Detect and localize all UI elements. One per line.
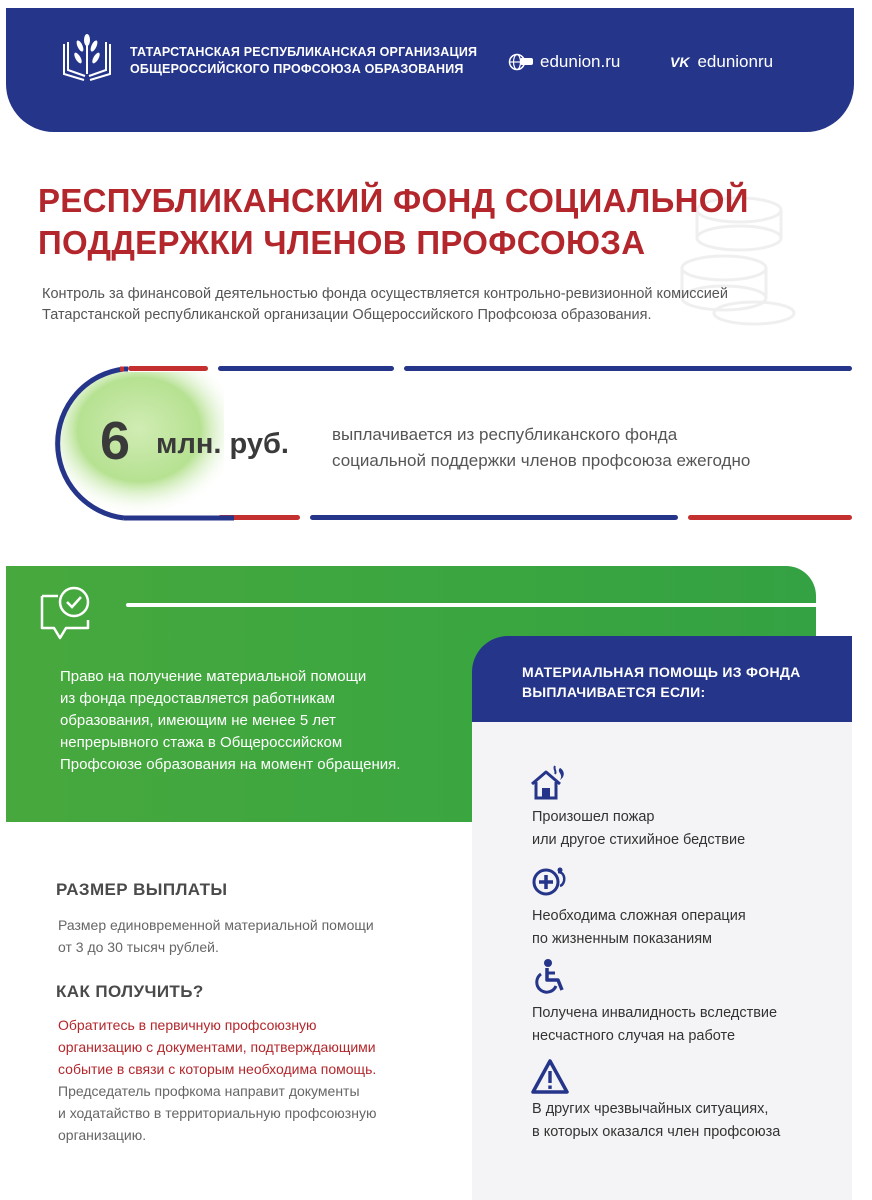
decor-stripe <box>218 366 394 371</box>
website-link[interactable] <box>508 52 620 72</box>
amount-number: 6 <box>100 411 131 471</box>
intro-line1: Контроль за финансовой деятельностью фонда осуществляется контрольно-ревизионной комиссией <box>42 286 728 302</box>
website-text: edunion.ru <box>540 52 621 71</box>
vk-icon: VK <box>670 54 690 70</box>
how-heading: КАК ПОЛУЧИТЬ? <box>56 982 204 1001</box>
eligibility-line: из фонда предоставляется работникам <box>60 690 335 707</box>
medical-stethoscope-icon <box>530 864 570 902</box>
decor-line <box>126 603 818 607</box>
org-name <box>130 44 477 78</box>
payment-heading: РАЗМЕР ВЫПЛАТЫ <box>56 880 228 899</box>
decor-stripe <box>404 366 852 371</box>
how-grey-line: и ходатайство в территориальную профсоюзную <box>58 1105 377 1121</box>
amount-description-line1: выплачивается из республиканского фонда <box>332 425 678 444</box>
eligibility-line: Право на получение материальной помощи <box>60 668 367 685</box>
how-text <box>58 1014 376 1146</box>
globe-icon <box>508 53 534 71</box>
wheelchair-icon <box>530 958 570 996</box>
intro-text <box>42 284 832 326</box>
case-item <box>532 1098 780 1144</box>
case-item-line2: несчастного случая на работе <box>532 1028 736 1044</box>
case-item-line1: Необходима сложная операция <box>532 908 746 924</box>
amount-description-line2: социальной поддержки членов профсоюза ежегодно <box>332 451 751 470</box>
amount-unit: млн. руб. <box>156 428 289 460</box>
how-grey-line: Председатель профкома направит документы <box>58 1083 360 1099</box>
cases-panel-title-line2: ВЫПЛАЧИВАЕТСЯ ЕСЛИ: <box>522 684 706 700</box>
case-item-line2: по жизненным показаниям <box>532 931 713 947</box>
eligibility-text <box>60 666 400 776</box>
page-title <box>38 180 749 264</box>
eligibility-line: непрерывного стажа в Общероссийском <box>60 734 343 751</box>
cases-panel-title-line1: МАТЕРИАЛЬНАЯ ПОМОЩЬ ИЗ ФОНДА <box>522 664 801 680</box>
org-name-line2: ОБЩЕРОССИЙСКОГО ПРОФСОЮЗА ОБРАЗОВАНИЯ <box>130 62 464 76</box>
decor-stripe <box>688 515 852 520</box>
case-item <box>532 1002 777 1048</box>
intro-line2: Татарстанской республиканской организации Общероссийского Профсоюза образования. <box>42 307 652 323</box>
how-red-line: Обратитесь в первичную профсоюзную <box>58 1017 317 1033</box>
payment-line2: от 3 до 30 тысяч рублей. <box>58 939 219 955</box>
case-item-line1: Получена инвалидность вследствие <box>532 1005 778 1021</box>
vk-link[interactable] <box>670 52 773 72</box>
how-grey-line: организацию. <box>58 1127 147 1143</box>
how-red-line: организацию с документами, подтверждающими <box>58 1039 376 1055</box>
case-item-line1: Произошел пожар <box>532 809 655 825</box>
eligibility-line: образования, имеющим не менее 5 лет <box>60 712 336 729</box>
warning-icon <box>530 1058 570 1096</box>
house-fire-icon <box>528 764 568 802</box>
case-item-line2: в которых оказался член профсоюза <box>532 1124 781 1140</box>
decor-stripe <box>310 515 678 520</box>
page-title-line1: РЕСПУБЛИКАНСКИЙ ФОНД СОЦИАЛЬНОЙ <box>38 182 749 219</box>
case-item-line1: В других чрезвычайных ситуациях, <box>532 1101 769 1117</box>
amount-description <box>332 422 750 474</box>
how-red-line: событие в связи с которым необходима помощь. <box>58 1061 377 1077</box>
payment-line1: Размер единовременной материальной помощи <box>58 917 374 933</box>
case-item <box>532 905 746 951</box>
approved-message-icon <box>34 584 96 644</box>
union-logo-icon <box>58 30 116 88</box>
cases-panel-title <box>522 662 801 702</box>
org-name-line1: ТАТАРСТАНСКАЯ РЕСПУБЛИКАНСКАЯ ОРГАНИЗАЦИЯ <box>130 45 478 59</box>
page-title-line2: ПОДДЕРЖКИ ЧЛЕНОВ ПРОФСОЮЗА <box>38 224 646 261</box>
eligibility-line: Профсоюзе образования на момент обращения. <box>60 756 401 773</box>
case-item <box>532 806 745 852</box>
vk-text: edunionru <box>697 52 774 71</box>
payment-text <box>58 914 374 958</box>
case-item-line2: или другое стихийное бедствие <box>532 832 746 848</box>
